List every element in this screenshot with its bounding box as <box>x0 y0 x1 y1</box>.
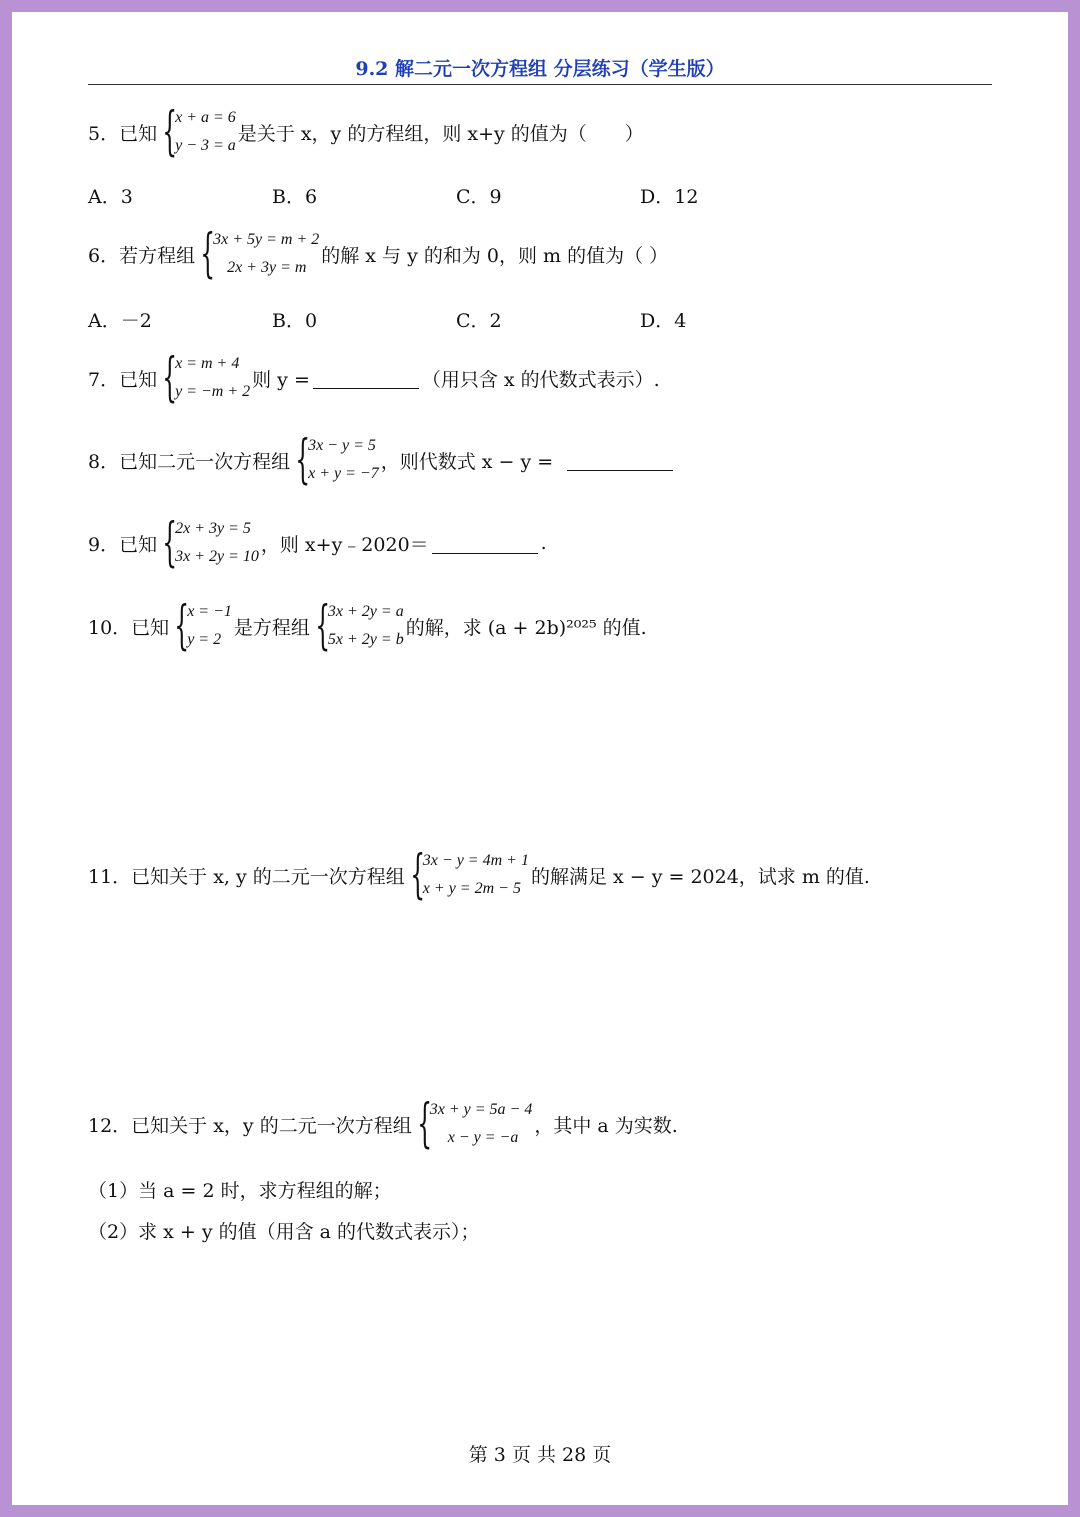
q12-system <box>414 1096 533 1152</box>
q6-option-d: D．4 <box>640 310 687 332</box>
brace-icon: { <box>315 596 331 656</box>
q12-prefix: 12．已知关于 x，y 的二元一次方程组 <box>88 1114 412 1137</box>
brace-icon: { <box>162 102 178 162</box>
q10-solution <box>171 598 232 654</box>
q5-option-d: D．12 <box>640 186 699 208</box>
q12-suffix: ，其中 a 为实数. <box>534 1114 678 1137</box>
q7-answer-blank <box>313 368 419 389</box>
brace-icon: { <box>410 845 425 905</box>
q9-eq1: 2x + 3y = 5 <box>175 520 251 537</box>
q12-part-2: （2）求 x + y 的值（用含 a 的代数式表示）； <box>88 1221 480 1243</box>
page-footer: 第 3 页 共 28 页 <box>468 1444 612 1466</box>
q7-suffix: （用只含 x 的代数式表示）. <box>421 368 660 391</box>
question-5 <box>88 104 644 160</box>
q9-eq2: 3x + 2y = 10 <box>175 548 259 565</box>
q5-option-c: C．9 <box>456 186 502 208</box>
q12-part-1: （1）当 a = 2 时，求方程组的解； <box>88 1180 392 1202</box>
q6-prefix: 6．若方程组 <box>88 244 196 267</box>
q5-prefix: 5．已知 <box>88 122 158 145</box>
q9-system <box>159 515 259 571</box>
q7-eq1: x = m + 4 <box>175 355 240 372</box>
q6-option-a: A．－2 <box>88 310 152 332</box>
q9-suffix: . <box>540 532 547 554</box>
brace-icon: { <box>162 513 178 573</box>
q5-option-b: B．6 <box>272 186 318 208</box>
q12-eq1: 3x + y = 5a − 4 <box>429 1101 533 1118</box>
q6-system <box>197 226 319 282</box>
q11-suffix: 的解满足 x − y = 2024，试求 m 的值. <box>530 865 870 888</box>
q6-option-c: C．2 <box>456 310 502 332</box>
question-12 <box>88 1096 678 1152</box>
q6-eq1: 3x + 5y = m + 2 <box>213 231 320 248</box>
q10-eq3: 3x + 2y = a <box>327 603 404 620</box>
q10-mid: 是方程组 <box>233 616 310 639</box>
q9-mid: ，则 x+y﹣2020＝ <box>260 533 429 556</box>
brace-icon: { <box>417 1094 432 1154</box>
q5-system <box>159 104 236 160</box>
q9-answer-blank <box>432 533 538 554</box>
question-11 <box>88 847 870 903</box>
q6-suffix: 的解 x 与 y 的和为 0，则 m 的值为（ ） <box>321 244 669 267</box>
q10-eq4: 5x + 2y = b <box>327 631 404 648</box>
q5-eq1: x + a = 6 <box>175 109 236 126</box>
brace-icon: { <box>200 224 216 284</box>
q8-prefix: 8．已知二元一次方程组 <box>88 450 291 473</box>
q7-mid: 则 y = <box>252 368 310 391</box>
q7-system <box>159 350 250 406</box>
q10-system <box>312 598 404 654</box>
question-8 <box>88 432 676 488</box>
q7-prefix: 7．已知 <box>88 368 158 391</box>
q7-eq2: y = −m + 2 <box>175 383 251 400</box>
q5-option-a: A．3 <box>88 186 133 208</box>
header-rule <box>88 84 992 85</box>
q11-system <box>407 847 529 903</box>
q11-prefix: 11．已知关于 x, y 的二元一次方程组 <box>88 865 405 888</box>
q8-answer-blank <box>567 450 673 471</box>
q10-prefix: 10．已知 <box>88 616 170 639</box>
q10-eq2: y = 2 <box>187 631 222 648</box>
q12-eq2: x − y = −a <box>447 1129 519 1146</box>
q6-eq2: 2x + 3y = m <box>227 259 307 276</box>
brace-icon: { <box>162 348 178 408</box>
q11-eq1: 3x − y = 4m + 1 <box>422 852 529 869</box>
q5-eq2: y − 3 = a <box>175 137 236 154</box>
question-7 <box>88 350 660 406</box>
q6-option-b: B．0 <box>272 310 318 332</box>
q9-prefix: 9．已知 <box>88 533 158 556</box>
document-page <box>12 12 1068 1505</box>
q10-eq1: x = −1 <box>187 603 232 620</box>
q8-mid: ，则代数式 x − y = <box>380 450 554 473</box>
q8-eq2: x + y = −7 <box>308 465 379 482</box>
page-header-title: 9.2 解二元一次方程组 分层练习（学生版） <box>355 58 725 80</box>
q8-eq1: 3x − y = 5 <box>308 437 376 454</box>
question-6 <box>88 226 668 282</box>
question-9 <box>88 515 547 571</box>
q11-eq2: x + y = 2m − 5 <box>422 880 521 897</box>
brace-icon: { <box>295 430 311 490</box>
q8-system <box>292 432 379 488</box>
question-10 <box>88 598 647 654</box>
q10-suffix: 的解，求 (a + 2b)²⁰²⁵ 的值. <box>405 616 647 639</box>
q5-suffix: 是关于 x，y 的方程组，则 x+y 的值为（ ） <box>237 122 644 145</box>
brace-icon: { <box>174 596 190 656</box>
